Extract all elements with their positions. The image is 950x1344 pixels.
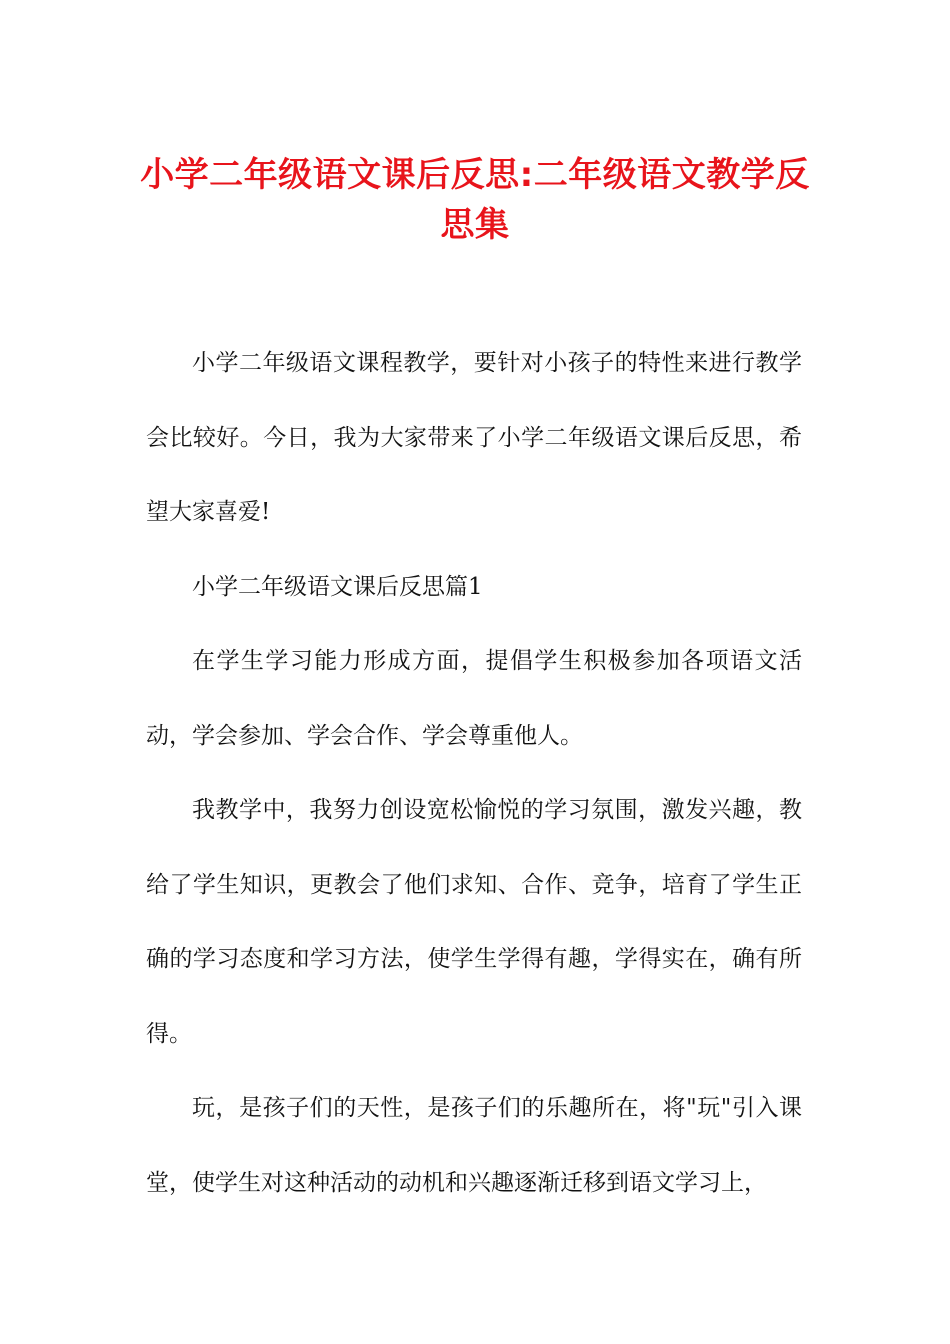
section-heading: 小学二年级语文课后反思篇1 bbox=[192, 573, 483, 600]
paragraph-learning-ability: 在学生学习能力形成方面，提倡学生积极参加各项语文活动，学会参加、学会合作、学会尊重他人。 bbox=[146, 648, 802, 749]
document-body bbox=[146, 326, 802, 1220]
paragraph-intro: 小学二年级语文课程教学，要针对小孩子的特性来进行教学会比较好。今日，我为大家带来了小学二年级语文课后反思，希望大家喜爱! bbox=[146, 350, 802, 525]
paragraph-play: 玩，是孩子们的天性，是孩子们的乐趣所在，将"玩"引入课堂，使学生对这种活动的动机和兴趣逐渐迁移到语文学习上， bbox=[146, 1095, 802, 1196]
document-title: 小学二年级语文课后反思:二年级语文教学反思集 bbox=[140, 155, 810, 245]
paragraph-teaching-atmosphere: 我教学中，我努力创设宽松愉悦的学习氛围，激发兴趣，教给了学生知识，更教会了他们求知、合作、竞争，培育了学生正确的学习态度和学习方法，使学生学得有趣，学得实在，确有所得。 bbox=[146, 797, 802, 1047]
